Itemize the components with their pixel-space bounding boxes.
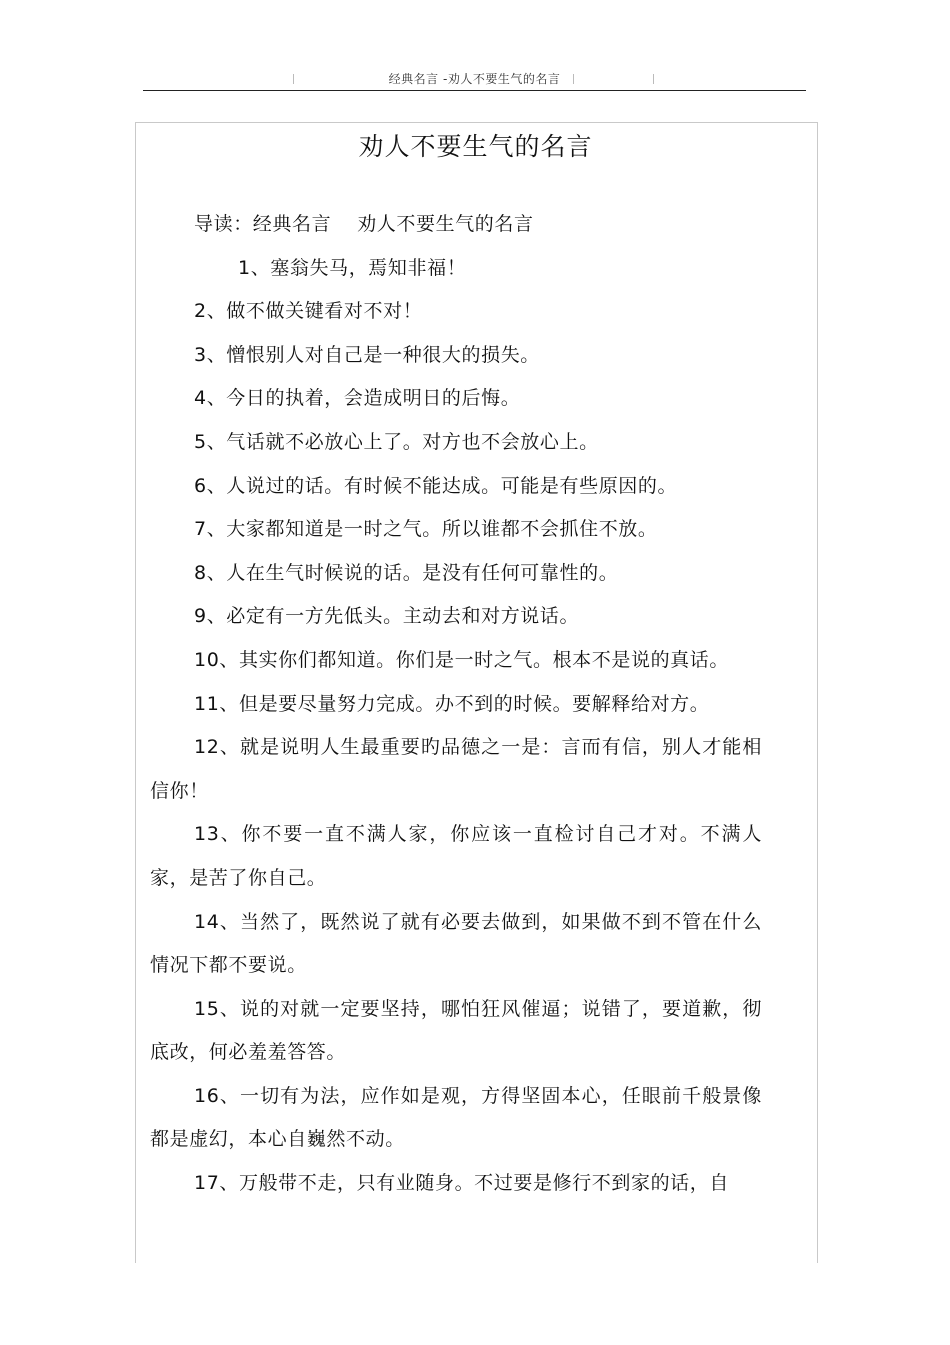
list-item: 1、塞翁失马，焉知非福！ [238, 256, 467, 279]
list-item: 2、做不做关键看对不对！ [194, 300, 423, 323]
running-header-text: 经典名言 -劝人不要生气的名言 [388, 72, 561, 86]
list-item: 13、你不要一直不满人家，你应该一直检讨自己才对。不满人家，是苦了你自己。 [150, 823, 762, 889]
list-item: 15、说的对就一定要坚持，哪怕狂风催逼；说错了，要道歉，彻底改，何必羞羞答答。 [150, 997, 762, 1064]
document-body [150, 203, 762, 1206]
list-item: 10、其实你们都知道。你们是一时之气。根本不是说的真话。 [194, 648, 729, 671]
list-item: 9、必定有一方先低头。主动去和对方说话。 [194, 605, 580, 628]
list-item: 11、但是要尽量努力完成。办不到的时候。要解释给对方。 [194, 692, 710, 715]
lead-label: 导读：经典名言 [194, 213, 332, 235]
list-item: 8、人在生气时候说的话。是没有任何可靠性的。 [194, 561, 619, 584]
list-item: 16、一切有为法，应作如是观，方得坚固本心，任眼前千般景像都是虚幻，本心自巍然不动。 [150, 1084, 762, 1151]
lead-title: 劝人不要生气的名言 [357, 213, 534, 235]
lead-paragraph [150, 203, 762, 247]
running-header [143, 68, 806, 91]
list-item: 17、万般带不走，只有业随身。不过要是修行不到家的话，自 [194, 1172, 729, 1195]
list-item: 6、人说过的话。有时候不能达成。可能是有些原因的。 [194, 474, 678, 497]
list-item: 3、憎恨别人对自己是一种很大的损失。 [194, 343, 540, 366]
list-item: 12、就是说明人生最重要旳品德之一是：言而有信，别人才能相信你！ [150, 736, 762, 802]
list-item: 7、大家都知道是一时之气。所以谁都不会抓住不放。 [194, 518, 658, 541]
list-item: 4、今日的执着，会造成明日的后悔。 [194, 387, 521, 410]
document-title: 劝人不要生气的名言 [358, 132, 593, 161]
list-item: 14、当然了，既然说了就有必要去做到，如果做不到不管在什么情况下都不要说。 [150, 910, 762, 977]
list-item: 5、气话就不必放心上了。对方也不会放心上。 [194, 430, 599, 453]
